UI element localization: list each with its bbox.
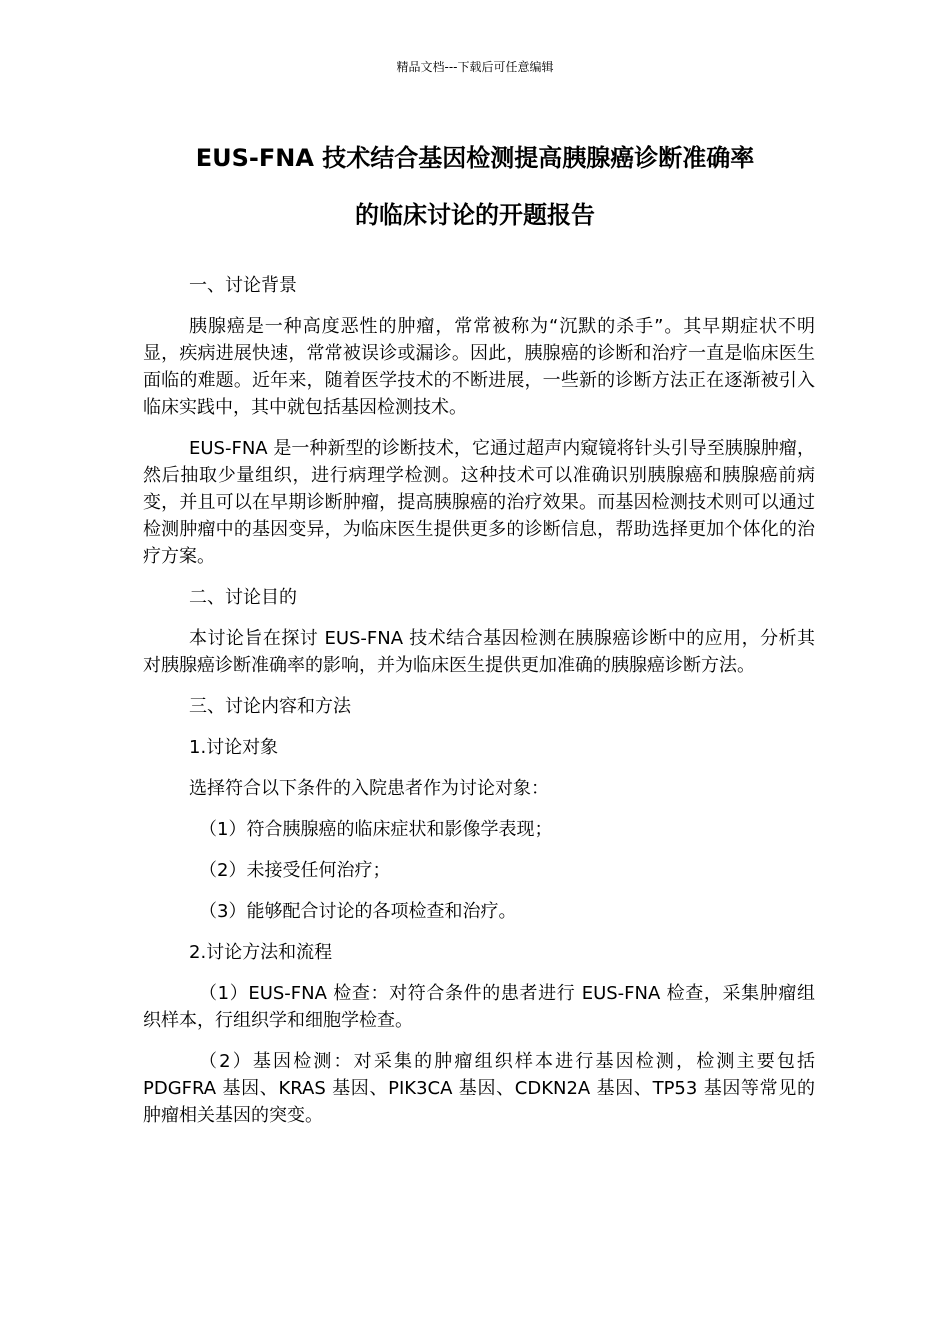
- background-paragraph-1: 胰腺癌是一种高度恶性的肿瘤，常常被称为“沉默的杀手”。其早期症状不明显，疾病进展快速，常常被误诊或漏诊。因此，胰腺癌的诊断和治疗一直是临床医生面临的难题。近年来，随着医学技术的不断进展，一些新的诊断方法正在逐渐被引入临床实践中，其中就包括基因检测技术。: [143, 316, 815, 418]
- criteria-item-1: （1）符合胰腺癌的临床症状和影像学表现；: [199, 819, 553, 840]
- criteria-item-2: （2）未接受任何治疗；: [199, 860, 391, 881]
- document-title-line-1: EUS-FNA 技术结合基因检测提高胰腺癌诊断准确率: [195, 144, 755, 172]
- section-heading-background: 一、讨论背景: [189, 275, 297, 296]
- document-title-line-2: 的临床讨论的开题报告: [355, 201, 595, 229]
- subheading-subjects: 1.讨论对象: [189, 737, 279, 758]
- subheading-methods-process: 2.讨论方法和流程: [189, 942, 333, 963]
- subjects-intro: 选择符合以下条件的入院患者作为讨论对象：: [189, 778, 549, 799]
- method-step-2: （2）基因检测：对采集的肿瘤组织样本进行基因检测，检测主要包括 PDGFRA 基因、KRAS 基因、PIK3CA 基因、CDKN2A 基因、TP53 基因等常见的肿瘤相关基因的突变。: [143, 1051, 815, 1126]
- section-heading-purpose: 二、讨论目的: [189, 587, 297, 608]
- criteria-item-3: （3）能够配合讨论的各项检查和治疗。: [199, 901, 517, 922]
- document-body: [143, 272, 815, 1143]
- purpose-paragraph: 本讨论旨在探讨 EUS-FNA 技术结合基因检测在胰腺癌诊断中的应用，分析其对胰腺癌诊断准确率的影响，并为临床医生提供更加准确的胰腺癌诊断方法。: [143, 628, 815, 676]
- method-step-1: （1）EUS-FNA 检查：对符合条件的患者进行 EUS-FNA 检查，采集肿瘤组织样本，行组织学和细胞学检查。: [143, 983, 815, 1031]
- background-paragraph-2: EUS-FNA 是一种新型的诊断技术，它通过超声内窥镜将针头引导至胰腺肿瘤，然后抽取少量组织，进行病理学检测。这种技术可以准确识别胰腺癌和胰腺癌前病变，并且可以在早期诊断肿瘤，提高胰腺癌的治疗效果。而基因检测技术则可以通过检测肿瘤中的基因变异，为临床医生提供更多的诊断信息，帮助选择更加个体化的治疗方案。: [143, 438, 815, 567]
- page-header-note: 精品文档---下载后可任意编辑: [396, 60, 554, 74]
- section-heading-methods: 三、讨论内容和方法: [189, 696, 351, 717]
